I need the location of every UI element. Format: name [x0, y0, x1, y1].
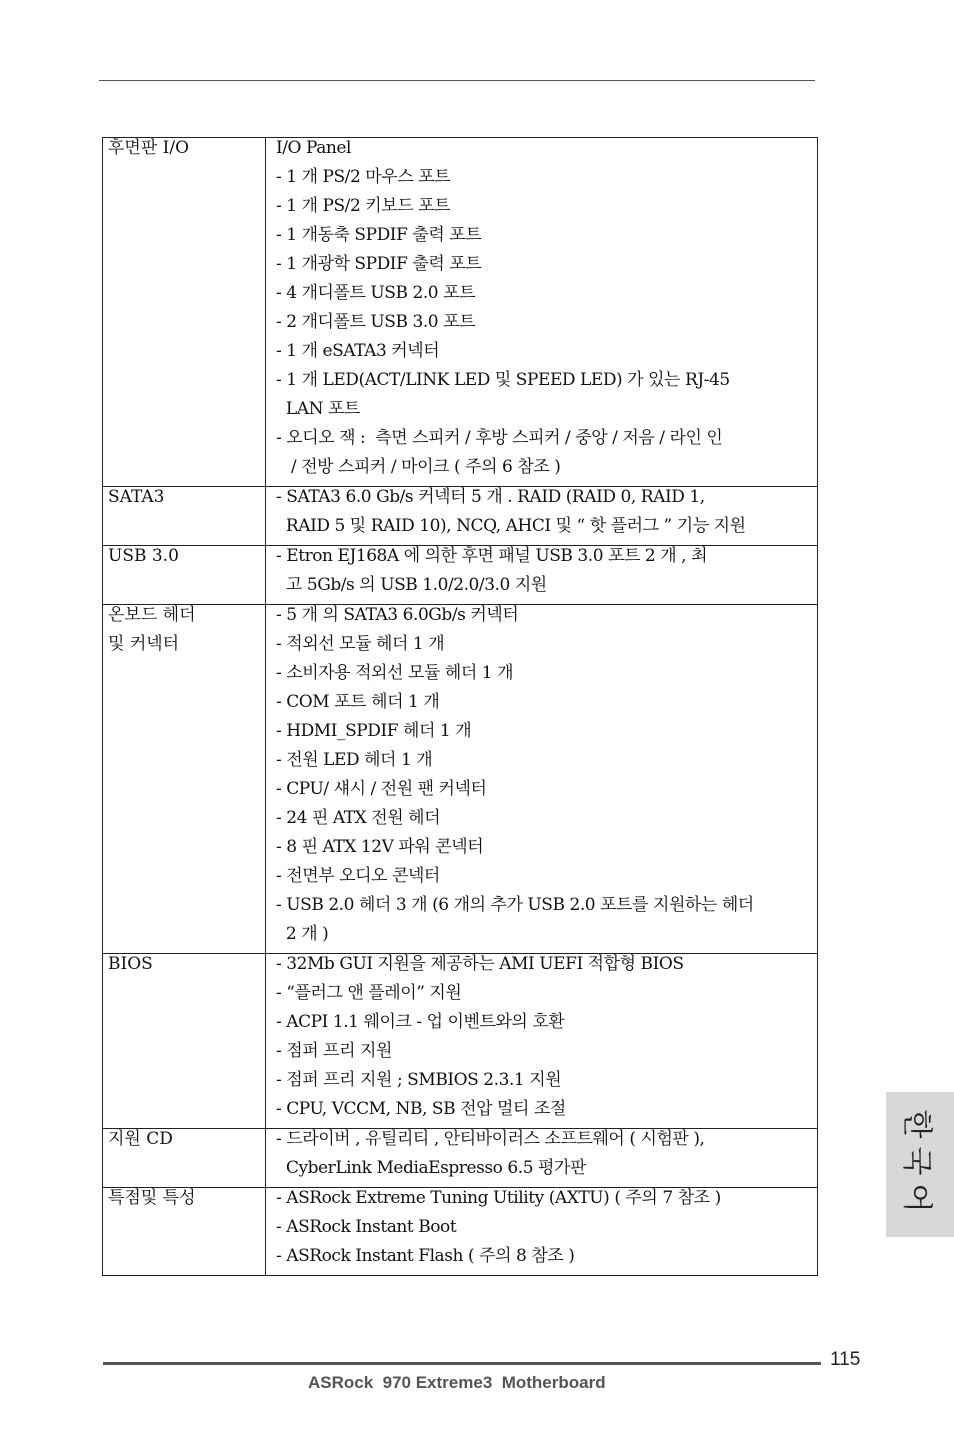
spec-value-line: - Etron EJ168A 에 의한 후면 패널 USB 3.0 포트 2 개 , 최 [276, 546, 708, 566]
spec-label-cell [103, 605, 266, 954]
spec-value-cell [266, 1188, 818, 1276]
spec-value-line: - “플러그 앤 플레이” 지원 [276, 983, 462, 1003]
spec-value-line: - 1 개 PS/2 마우스 포트 [276, 167, 451, 187]
spec-value-line: - 4 개디폴트 USB 2.0 포트 [276, 283, 476, 303]
spec-label-cell [103, 138, 266, 487]
spec-value-line: 고 5Gb/s 의 USB 1.0/2.0/3.0 지원 [276, 575, 547, 595]
spec-label: 지원 CD [108, 1129, 173, 1149]
spec-label-cell [103, 546, 266, 605]
spec-value-line: - USB 2.0 헤더 3 개 (6 개의 추가 USB 2.0 포트를 지원하는 헤더 [276, 895, 754, 915]
spec-value-cell [266, 1129, 818, 1188]
spec-value-line: CyberLink MediaEspresso 6.5 평가판 [276, 1158, 586, 1178]
spec-value-line: - 1 개광학 SPDIF 출력 포트 [276, 254, 482, 274]
spec-value-line: - 8 핀 ATX 12V 파워 콘넥터 [276, 837, 484, 857]
spec-label-cell [103, 1129, 266, 1188]
spec-label: SATA3 [108, 487, 165, 507]
spec-value-line: LAN 포트 [276, 399, 360, 419]
spec-row [103, 954, 818, 1129]
spec-value-line: / 전방 스피커 / 마이크 ( 주의 6 참조 ) [276, 457, 561, 477]
spec-label-cell [103, 1188, 266, 1276]
spec-label: USB 3.0 [108, 546, 179, 566]
spec-label: BIOS [108, 954, 153, 974]
spec-label: 특점및 특성 [108, 1188, 196, 1208]
footer-rule [103, 1362, 821, 1365]
spec-value-line: - 1 개 eSATA3 커넥터 [276, 341, 440, 361]
spec-value-line: - ASRock Instant Boot [276, 1217, 457, 1237]
specification-table-body [103, 138, 818, 1276]
spec-value-line: - 1 개 PS/2 키보드 포트 [276, 196, 451, 216]
spec-label: 및 커넥터 [108, 634, 180, 654]
spec-value-line: - ASRock Instant Flash ( 주의 8 참조 ) [276, 1246, 575, 1266]
spec-value-line: - 전원 LED 헤더 1 개 [276, 750, 433, 770]
spec-value-line: - 오디오 잭 : 측면 스피커 / 후방 스피커 / 중앙 / 저음 / 라인 인 [276, 428, 723, 448]
spec-row [103, 487, 818, 546]
language-tab-label: 한국어 [899, 1109, 934, 1220]
spec-value-line: - ASRock Extreme Tuning Utility (AXTU) ( 주의 7 참조 ) [276, 1188, 721, 1208]
spec-value-line: - 24 핀 ATX 전원 헤더 [276, 808, 441, 828]
spec-value-line: - 점퍼 프리 지원 [276, 1041, 392, 1061]
spec-value-cell [266, 546, 818, 605]
spec-row [103, 1188, 818, 1276]
spec-label: 온보드 헤더 [108, 605, 196, 625]
spec-label-cell [103, 954, 266, 1129]
language-side-tab [886, 1092, 954, 1237]
page-number: 115 [830, 1349, 861, 1370]
spec-value-line: - 점퍼 프리 지원 ; SMBIOS 2.3.1 지원 [276, 1070, 562, 1090]
spec-value-line: - 전면부 오디오 콘넥터 [276, 866, 440, 886]
spec-value-line: - 1 개 LED(ACT/LINK LED 및 SPEED LED) 가 있는 RJ-45 [276, 370, 730, 390]
spec-value-line: - HDMI_SPDIF 헤더 1 개 [276, 721, 472, 741]
spec-value-line: - 소비자용 적외선 모듈 헤더 1 개 [276, 663, 514, 683]
spec-value-line: - 드라이버 , 유틸리티 , 안티바이러스 소프트웨어 ( 시험판 ), [276, 1129, 705, 1149]
spec-row [103, 138, 818, 487]
spec-value-line: - 2 개디폴트 USB 3.0 포트 [276, 312, 476, 332]
spec-row [103, 605, 818, 954]
spec-value-line: - 적외선 모듈 헤더 1 개 [276, 634, 445, 654]
spec-value-line: - SATA3 6.0 Gb/s 커넥터 5 개 . RAID (RAID 0, RAID 1, [276, 487, 705, 507]
spec-value-cell [266, 605, 818, 954]
spec-value-line: 2 개 ) [276, 924, 329, 944]
spec-value-cell [266, 138, 818, 487]
specification-table [102, 137, 818, 1276]
footer-title: ASRock 970 Extreme3 Motherboard [308, 1373, 606, 1392]
spec-row [103, 1129, 818, 1188]
spec-value-line: - COM 포트 헤더 1 개 [276, 692, 440, 712]
spec-row [103, 546, 818, 605]
spec-value-line: - CPU/ 섀시 / 전원 팬 커넥터 [276, 779, 487, 799]
spec-value-cell [266, 487, 818, 546]
spec-label: 후면판 I/O [108, 138, 190, 158]
spec-value-line: - ACPI 1.1 웨이크 - 업 이벤트와의 호환 [276, 1012, 565, 1032]
spec-value-line: - CPU, VCCM, NB, SB 전압 멀티 조절 [276, 1099, 566, 1119]
spec-value-line: - 1 개동축 SPDIF 출력 포트 [276, 225, 482, 245]
spec-value-line: RAID 5 및 RAID 10), NCQ, AHCI 및 “ 핫 플러그 ” 기능 지원 [276, 516, 746, 536]
spec-value-line: - 32Mb GUI 지원을 제공하는 AMI UEFI 적합형 BIOS [276, 954, 684, 974]
spec-label-cell [103, 487, 266, 546]
spec-value-line: I/O Panel [276, 138, 351, 158]
spec-value-line: - 5 개 의 SATA3 6.0Gb/s 커넥터 [276, 605, 519, 625]
header-rule [99, 80, 815, 81]
spec-value-cell [266, 954, 818, 1129]
